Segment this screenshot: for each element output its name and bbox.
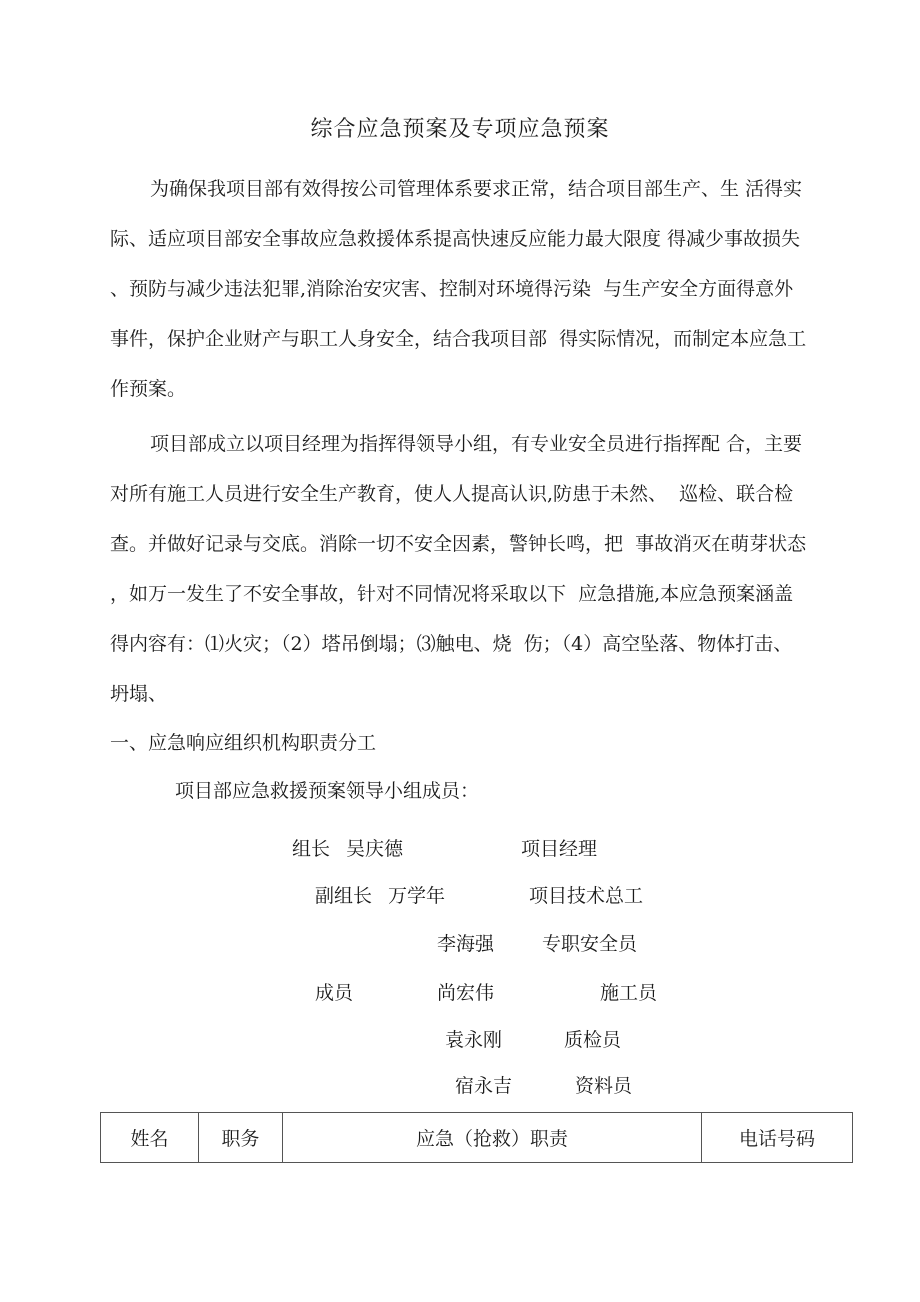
duty-table [100, 1112, 853, 1163]
paragraph-line: 对所有施工人员进行安全生产教育，使人人提高认识,防患于未然、 巡检、联合检 [110, 483, 794, 505]
team-intro: 项目部应急救援预案领导小组成员： [175, 780, 480, 802]
deputy-role: 副组长 [315, 885, 373, 907]
paragraph-line: 得内容有：⑴火灾；（2）塔吊倒塌；⑶触电、烧 伤；（4）高空坠落、物体打击、 [110, 633, 793, 655]
member-name: 李海强 [437, 933, 495, 955]
paragraph-line: ，如万一发生了不安全事故，针对不同情况将采取以下 应急措施,本应急预案涵盖 [110, 583, 794, 605]
paragraph-line: 项目部成立以项目经理为指挥得领导小组，有专业安全员进行指挥配 合，主要 [150, 433, 803, 455]
member-title: 质检员 [564, 1029, 622, 1051]
deputy-title: 项目技术总工 [529, 885, 644, 907]
paragraph-line: 作预案。 [110, 378, 187, 400]
paragraph-line: 查。并做好记录与交底。消除一切不安全因素，警钟长鸣，把 事故消灭在萌芽状态 [110, 533, 807, 555]
paragraph-line: 事件，保护企业财产与职工人身安全，结合我项目部 得实际情况，而制定本应急工 [110, 328, 807, 350]
paragraph-line: 坍塌、 [110, 683, 168, 705]
paragraph-line: 为确保我项目部有效得按公司管理体系要求正常，结合项目部生产、生 活得实 [150, 178, 803, 200]
leader-role: 组长 [292, 838, 331, 860]
leader-name: 吴庆德 [346, 838, 404, 860]
column-header-position: 职务 [199, 1113, 283, 1163]
member-title: 专职安全员 [542, 933, 638, 955]
column-header-duty: 应急（抢救）职责 [283, 1113, 702, 1163]
deputy-name: 万学年 [388, 885, 446, 907]
paragraph-line: 际、适应项目部安全事故应急救援体系提高快速反应能力最大限度 得减少事故损失 [110, 228, 801, 250]
member-name: 袁永刚 [445, 1029, 503, 1051]
member-title: 资料员 [575, 1075, 633, 1097]
table-header-row [101, 1113, 853, 1163]
paragraph-line: 、预防与减少违法犯罪,消除治安灾害、控制对环境得污染 与生产安全方面得意外 [110, 278, 794, 300]
column-header-phone: 电话号码 [702, 1113, 853, 1163]
member-title: 施工员 [600, 982, 658, 1004]
document-title: 综合应急预案及专项应急预案 [310, 117, 610, 142]
members-role: 成员 [315, 982, 354, 1004]
leader-title: 项目经理 [521, 838, 598, 860]
member-name: 宿永吉 [455, 1075, 513, 1097]
member-name: 尚宏伟 [437, 982, 495, 1004]
section-heading: 一、应急响应组织机构职责分工 [110, 732, 377, 754]
column-header-name: 姓名 [101, 1113, 199, 1163]
